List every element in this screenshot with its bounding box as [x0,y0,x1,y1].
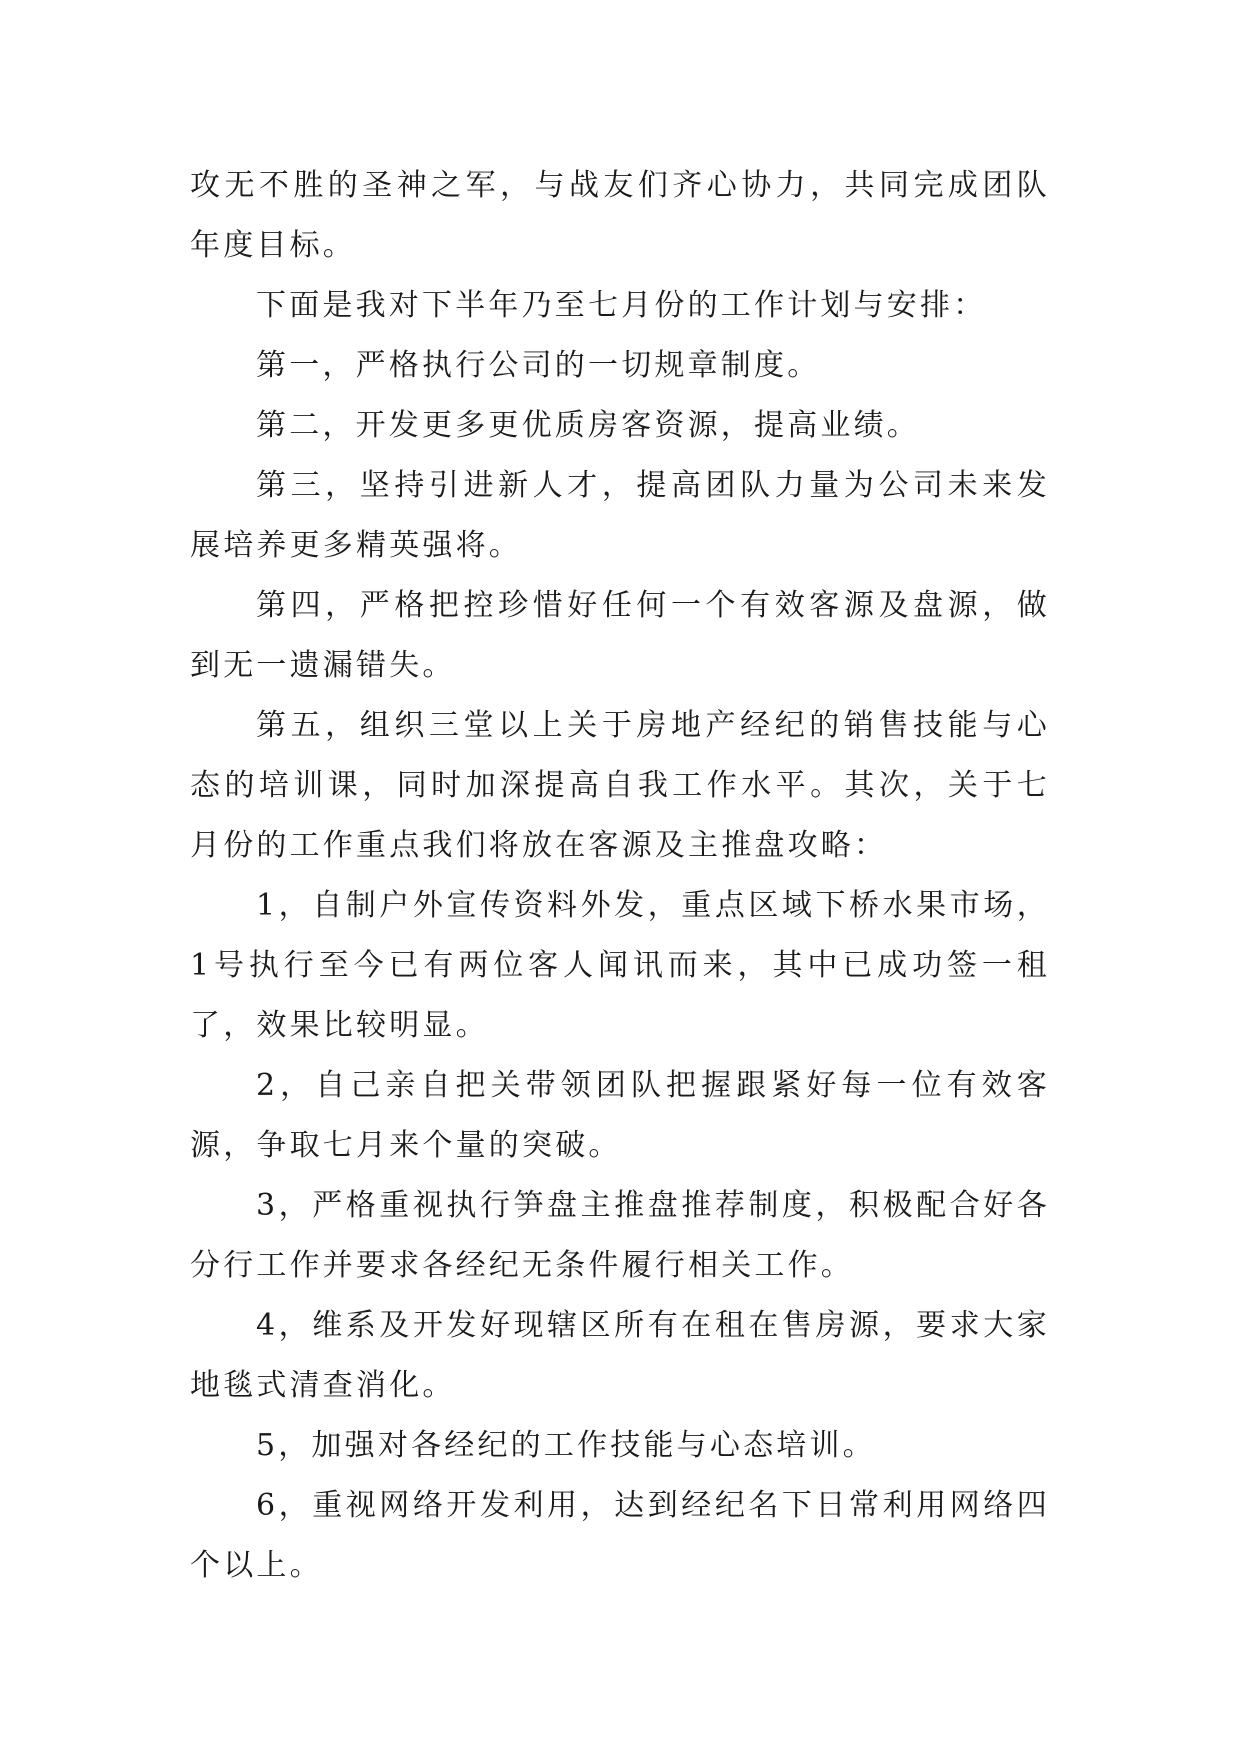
paragraph-point-5: 5，加强对各经纪的工作技能与心态培训。 [256,1428,876,1463]
paragraph-plan-intro: 下面是我对下半年乃至七月份的工作计划与安排： [256,288,987,323]
paragraph-item-first: 第一，严格执行公司的一切规章制度。 [256,348,821,383]
paragraph-item-second: 第二，开发更多更优质房客资源，提高业绩。 [256,408,920,443]
paragraph-point-2: 2，自己亲自把关带领团队把握跟紧好每一位有效客源，争取七月来个量的突破。 [190,1068,1050,1163]
paragraph-point-4: 4，维系及开发好现辖区所有在租在售房源，要求大家地毯式清查消化。 [190,1308,1050,1403]
paragraph-point-3: 3，严格重视执行笋盘主推盘推荐制度，积极配合好各分行工作并要求各经纪无条件履行相关工作。 [190,1188,1050,1283]
paragraph-item-fifth: 第五，组织三堂以上关于房地产经纪的销售技能与心态的培训课，同时加深提高自我工作水平。其次，关于七月份的工作重点我们将放在客源及主推盘攻略： [190,708,1050,863]
paragraph-point-1: 1，自制户外宣传资料外发，重点区域下桥水果市场，1号执行至今已有两位客人闻讯而来，其中已成功签一租了，效果比较明显。 [190,888,1050,1043]
document-body [190,156,1050,1596]
paragraph-point-6: 6，重视网络开发利用，达到经纪名下日常利用网络四个以上。 [190,1488,1050,1583]
paragraph-item-third: 第三，坚持引进新人才，提高团队力量为公司未来发展培养更多精英强将。 [190,468,1050,563]
paragraph-continuation: 攻无不胜的圣神之军，与战友们齐心协力，共同完成团队年度目标。 [190,168,1050,263]
paragraph-item-fourth: 第四，严格把控珍惜好任何一个有效客源及盘源，做到无一遗漏错失。 [190,588,1050,683]
